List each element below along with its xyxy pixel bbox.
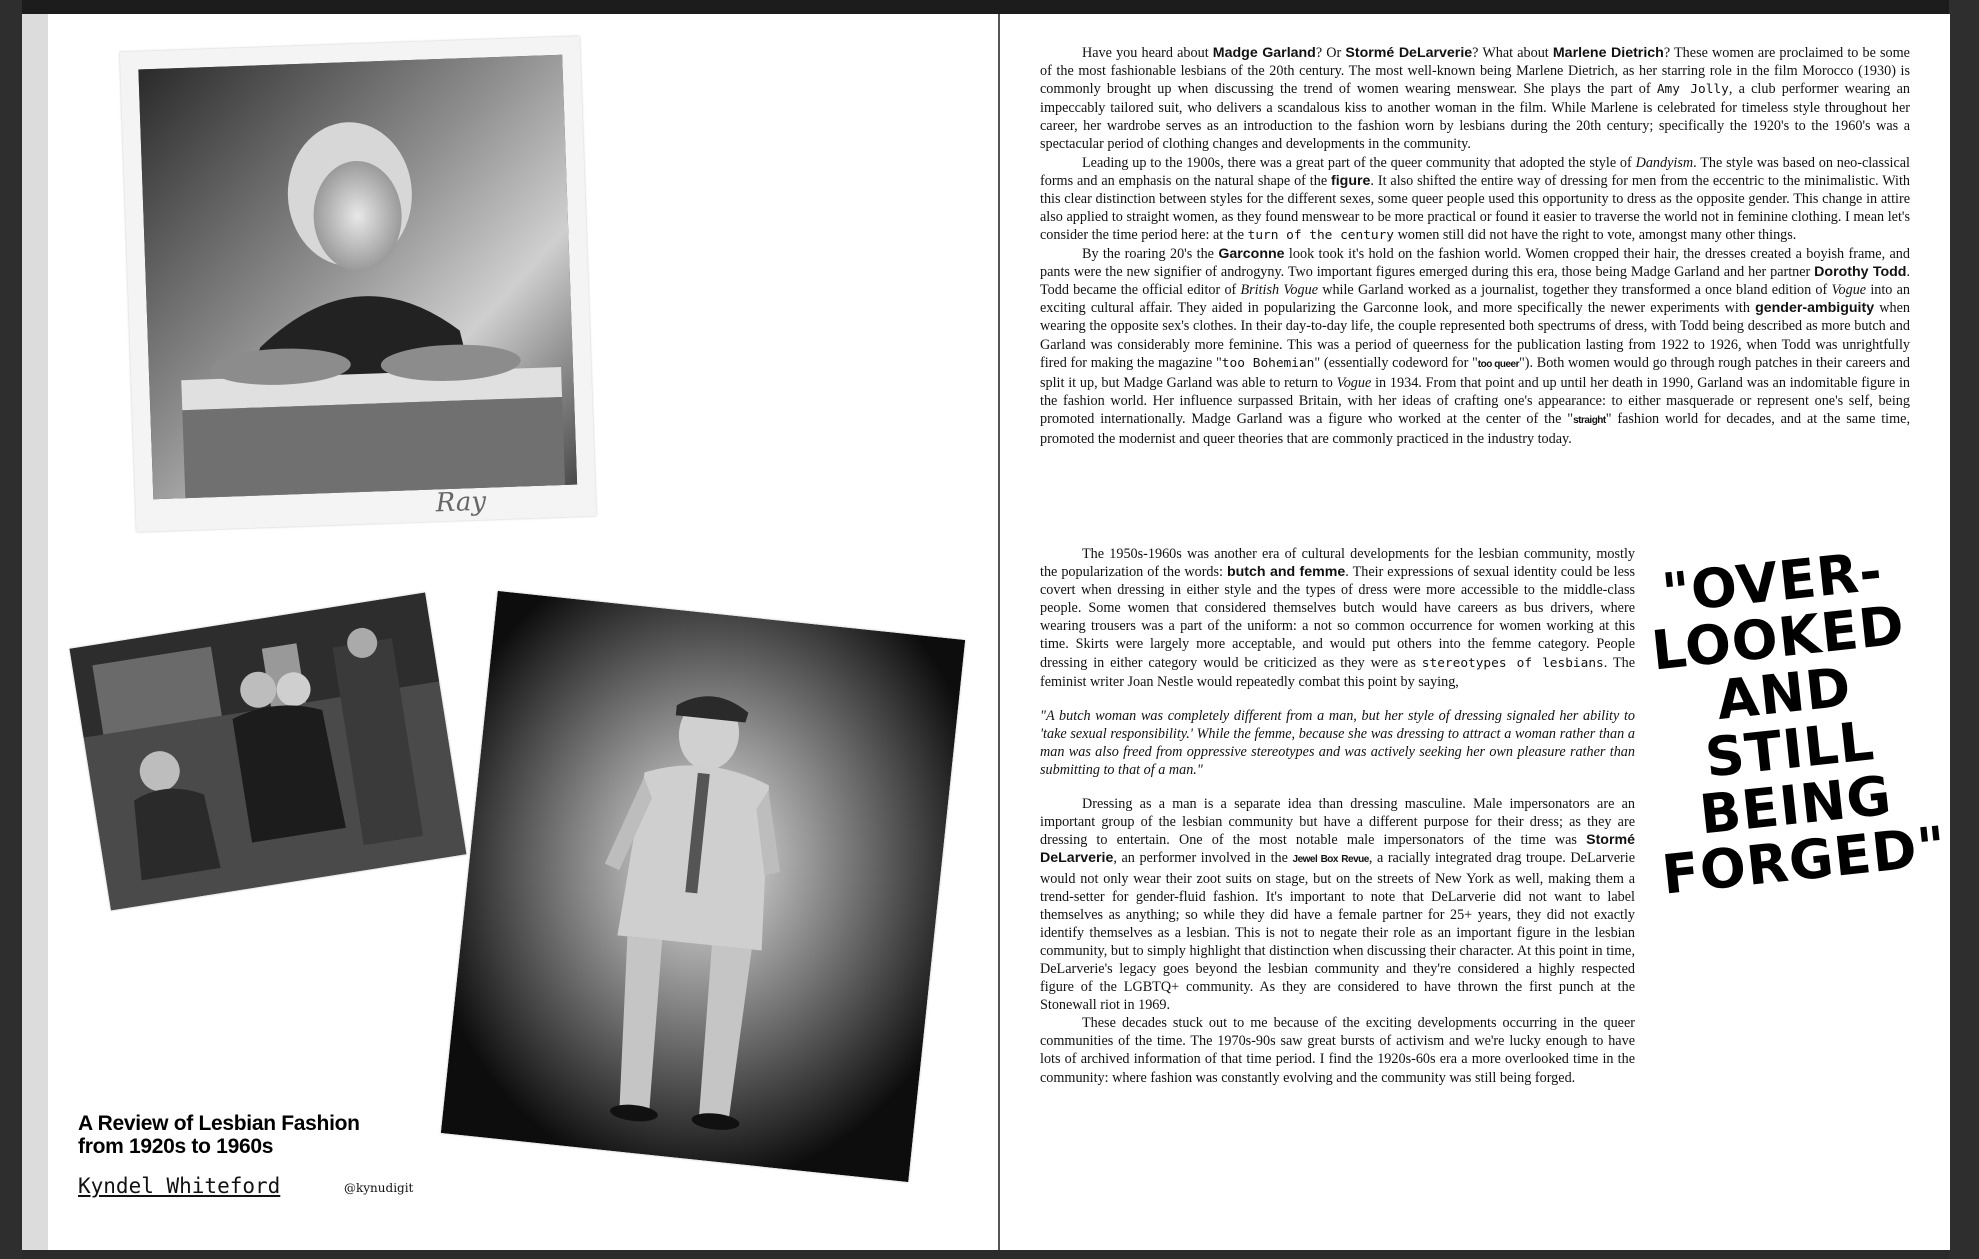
article-column-top — [1040, 44, 1910, 448]
pull-quote: "OVER-LOOKED AND STILL BEING FORGED" — [1648, 539, 1950, 907]
right-page — [1000, 14, 1950, 1250]
paragraph: Leading up to the 1900s, there was a great part of the queer community that adopted the style of Dandyism. The style was based on neo-classical forms and an emphasis on the natural shape of the figure. It also shifted the entire way of dressing for men from the eccentric to the minimalistic. With this clear distinction between styles for the different sexes, some queer people used this opportunity to dress as the opposite gender. This change in attire also applied to straight women, as they found menswear to be more practical or found it easier to traverse the world not in feminine clothing. I mean let's consider the time period here: at the turn of the century women still did not have the right to vote, amongst many other things. — [1040, 154, 1910, 243]
paragraph: The 1950s-1960s was another era of cultural developments for the lesbian community, mostly the popularization of the words: butch and femme. Their expressions of sexual identity could be less covert when dressing in either style and the types of dress were more accessible to the middle-class people. Some women that considered themselves butch would have careers as bus drivers, where wearing trousers was a part of the uniform: a not so common occurrence for women working at this time. Skirts were largely more acceptable, and would put others into the femme category. People dressing in either category would be criticized as they were as stereotypes of lesbians. The feminist writer Joan Nestle would repeatedly combat this point by saying, — [1040, 546, 1635, 690]
page-edge — [22, 14, 48, 1250]
photo-signature: Ray — [435, 486, 487, 519]
author-handle: @kynudigit — [344, 1181, 414, 1195]
photo-bar-scene — [69, 592, 466, 910]
paragraph: These decades stuck out to me because of the exciting developments occurring in the queer communities of the time. The 1970s-90s saw great bursts of activism and we're lucky enough to have lots of archived information of that time period. I find the 1920s-60s era a more overlooked time in the community: where fashion was constantly evolving and the community was still being forged. — [1040, 1015, 1635, 1086]
viewer-right-margin — [1949, 0, 1979, 1259]
title-line-1: A Review of Lesbian Fashion — [78, 1112, 360, 1135]
viewer-left-margin — [0, 0, 22, 1259]
article-title — [78, 1112, 360, 1158]
paragraph: Dressing as a man is a separate idea than dressing masculine. Male impersonators are an important group of the lesbian community but have a different purpose for their dress; as they are dressing to entertain. One of the most notable male impersonators of the time was Stormé DeLarverie, an performer involved in the Jewel Box Revue, a racially integrated drag troupe. DeLarverie would not only wear their zoot suits on stage, but on the streets of New York as well, making them a trend-setter for gender-fluid fashion. It's important to note that DeLarverie did not want to label themselves as anything; so while they did have a female partner for 25+ years, they did not exactly identify themselves as a lesbian. This is not to negate their role as an important figure in the lesbian community, but to simply highlight that distinction when discussing their character. At this point in time, DeLarverie's legacy goes beyond the lesbian community and they're considered a highly respected figure of the LGBTQ+ community. As they are considered to have thrown the first punch at the Stonewall riot in 1969. — [1040, 796, 1635, 1014]
title-line-2: from 1920s to 1960s — [78, 1135, 274, 1158]
left-page — [48, 14, 998, 1250]
window-top-bar — [0, 0, 1979, 14]
block-quote: "A butch woman was completely different from a man, but her style of dressing signaled her ability to 'take sexual responsibility.' While the femme, because she was dressing to attract a woman rather than a man was also freed from oppressive stereotypes and was actively seeking her own pleasure rather than submitting to that of a man." — [1040, 707, 1635, 779]
photo-woman-portrait — [120, 36, 596, 532]
paragraph: Have you heard about Madge Garland? Or Stormé DeLarverie? What about Marlene Dietrich? These women are proclaimed to be some of the most fashionable lesbians of the 20th century. The most well-known being Marlene Dietrich, as her starring role in the film Morocco (1930) is commonly brought up when discussing the trend of women wearing menswear. She plays the part of Amy Jolly, a club performer wearing an impeccably tailored suit, who delivers a scandalous kiss to another woman in the film. While Marlene is celebrated for timeless style throughout her career, her wardrobe serves as an introduction to the fashion worn by lesbians during the 20th century; specifically the 1920's to the 1960's was a spectacular period of clothing changes and developments in the community. — [1040, 45, 1910, 153]
paragraph: By the roaring 20's the Garconne look took it's hold on the fashion world. Women cropped their hair, the dresses created a boyish frame, and pants were the new signifier of androgyny. Two important figures emerged during this era, those being Madge Garland and her partner Dorothy Todd. Todd became the official editor of British Vogue while Garland worked as a journalist, together they transformed a once bland edition of Vogue into an exciting cultural affair. They aided in popularizing the Garconne look, and more specifically the newer experiments with gender-ambiguity when wearing the opposite sex's clothes. In their day-to-day life, the couple represented both spectrums of dress, with Todd being described as more butch and Garland was considerably more feminine. This was a period of queerness for the publication lasting from 1922 to 1926, when Todd was unrightfully fired for making the magazine "too Bohemian" (essentially codeword for "too queer"). Both women would go through rough patches in their careers and split it up, but Madge Garland was able to return to Vogue in 1934. From that point and up until her death in 1990, Garland was an indomitable figure in the fashion world. Her influence surpassed Britain, with her ideas of crafting one's appearance: to either masquerade or represent one's self, being promoted internationally. Madge Garland was a figure who worked at the center of the "straight" fashion world for decades, and at the same time, promoted the modernist and queer theories that are commonly practiced in the industry today. — [1040, 246, 1911, 447]
article-column-bottom — [1040, 545, 1635, 1087]
author-name: Kyndel Whiteford — [78, 1174, 281, 1198]
photo-suited-figure — [441, 591, 965, 1182]
